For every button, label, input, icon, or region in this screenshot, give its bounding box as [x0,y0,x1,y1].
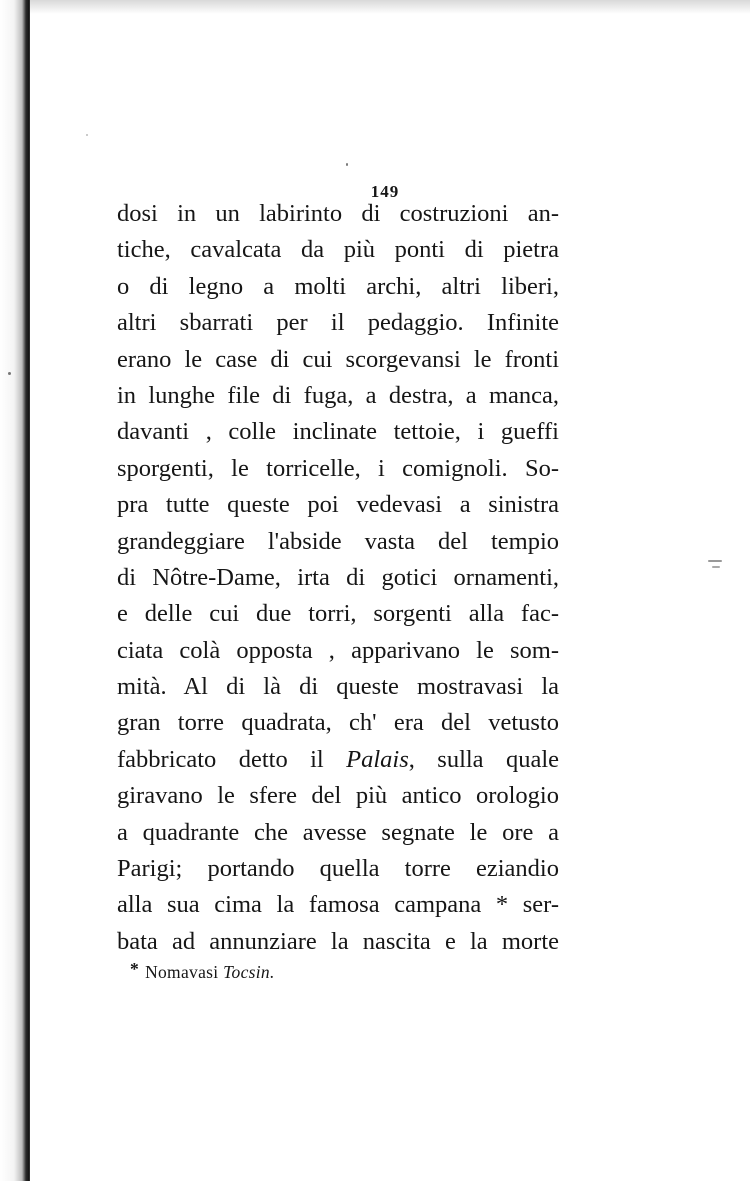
page-number: 149 [370,182,400,201]
italic-word: Palais [346,745,409,773]
text-line: sporgenti, le torricelle, i comignoli. So- [117,454,559,482]
paper-speck [86,134,88,136]
text-line: e delle cui due torri, sorgenti alla fac- [117,600,559,628]
text-line: Parigi; portando quella torre eziandio [117,855,559,883]
paper-speck [346,163,348,166]
footnote [130,959,275,983]
text-line: altri sbarrati per il pedaggio. Infinite [117,309,559,337]
paper-speck [8,372,11,375]
text-line: a quadrante che avesse segnate le ore a [117,818,559,846]
text-line: ciata colà opposta , apparivano le som- [117,636,559,664]
footnote-asterisk: * [130,959,140,979]
text-line: bata ad annunziare la nascita e la morte [117,927,559,955]
footnote-text: Nomavasi [145,962,224,982]
text-segment: , sulla quale [408,745,560,773]
body-text [117,196,559,960]
page-top-shadow [30,0,750,14]
paper-speck [712,566,720,568]
text-line: gran torre quadrata, ch' era del vetusto [117,709,559,737]
text-line: mità. Al di là di queste mostravasi la [117,673,559,701]
paper-speck [708,560,722,562]
text-line: in lunghe file di fuga, a destra, a manca, [117,381,559,409]
text-line: tiche, cavalcata da più ponti di pietra [117,236,559,264]
text-line: di Nôtre-Dame, irta di gotici ornamenti, [117,563,559,591]
footnote-italic-word: Tocsin. [223,962,275,982]
text-line: alla sua cima la famosa campana * ser- [117,891,559,919]
text-line: giravano le sfere del più antico orologio [117,782,559,810]
book-spine-shadow [0,0,30,1181]
text-line: dosi in un labirinto di costruzioni an- [117,200,559,227]
text-line: erano le case di cui scorgevansi le fronti [117,345,559,373]
text-line: o di legno a molti archi, altri liberi, [117,272,559,300]
text-line: grandeggiare l'abside vasta del tempio [117,527,559,555]
text-line: davanti , colle inclinate tettoie, i gueffi [117,418,559,446]
text-line: pra tutte queste poi vedevasi a sinistra [117,491,559,519]
text-segment: fabbricato detto il [117,745,347,773]
text-line-with-italic [117,742,559,778]
